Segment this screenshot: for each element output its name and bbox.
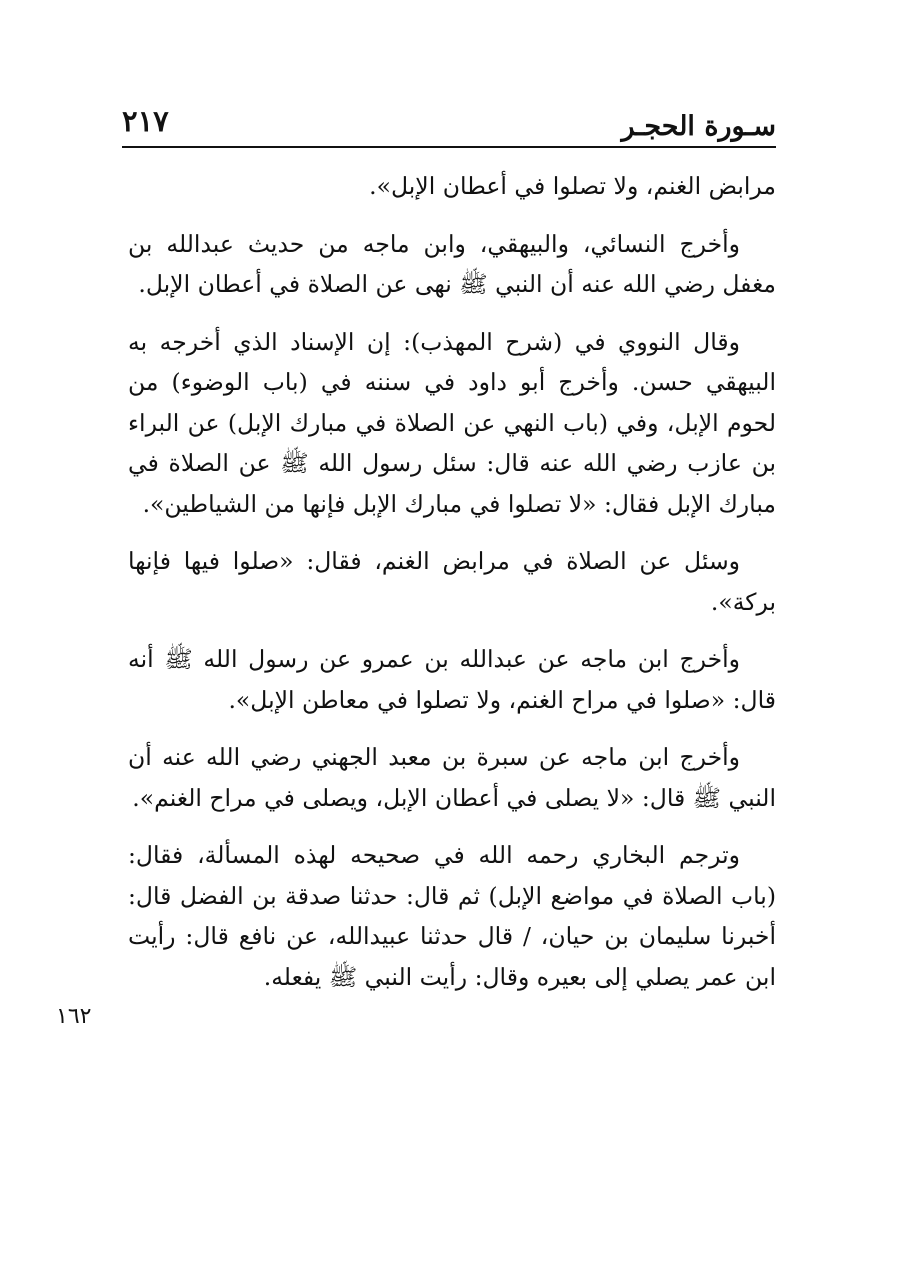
paragraph: وأخرج النسائي، والبيهقي، وابن ماجه من حديث عبدالله بن مغفل رضي الله عنه أن النبي ﷺ نهى عن الصلاة في أعطان الإبل.	[128, 229, 776, 298]
paragraph: وقال النووي في (شرح المهذب): إن الإسناد الذي أخرجه به البيهقي حسن. وأخرج أبو داود في سننه في (باب الوضوء) من لحوم الإبل، وفي (باب النهي عن الصلاة في مبارك الإبل) عن البراء بن عازب رضي الله عنه قال: سئل رسول الله ﷺ عن الصلاة في مبارك الإبل فقال: «لا تصلوا في مبارك الإبل فإنها من الشياطين».	[128, 327, 776, 518]
page-number: ٢١٧	[122, 104, 169, 138]
paragraph: وسئل عن الصلاة في مرابض الغنم، فقال: «صلوا فيها فإنها بركة».	[128, 547, 776, 616]
paragraph: وأخرج ابن ماجه عن سبرة بن معبد الجهني رضي الله عنه أن النبي ﷺ قال: «لا يصلى في أعطان الإبل، ويصلى في مراح الغنم».	[128, 743, 776, 812]
running-title: سـورة الحجـر	[621, 111, 776, 142]
paragraph: وأخرج ابن ماجه عن عبدالله بن عمرو عن رسول الله ﷺ أنه قال: «صلوا في مراح الغنم، ولا تصلوا في معاطن الإبل».	[128, 645, 776, 714]
page-header	[122, 102, 776, 146]
paragraph: وترجم البخاري رحمه الله في صحيحه لهذه المسألة، فقال: (باب الصلاة في مواضع الإبل) ثم قال: حدثنا صدقة بن الفضل قال: أخبرنا سليمان بن حيان، / قال حدثنا عبيدالله، عن نافع قال: رأيت ابن عمر يصلي إلى بعيره وقال: رأيت النبي ﷺ يفعله.	[128, 841, 776, 991]
margin-page-reference: ١٦٢	[56, 1004, 92, 1029]
paragraph: مرابض الغنم، ولا تصلوا في أعطان الإبل».	[369, 172, 776, 200]
main-text	[128, 166, 776, 1014]
header-divider	[122, 146, 776, 148]
